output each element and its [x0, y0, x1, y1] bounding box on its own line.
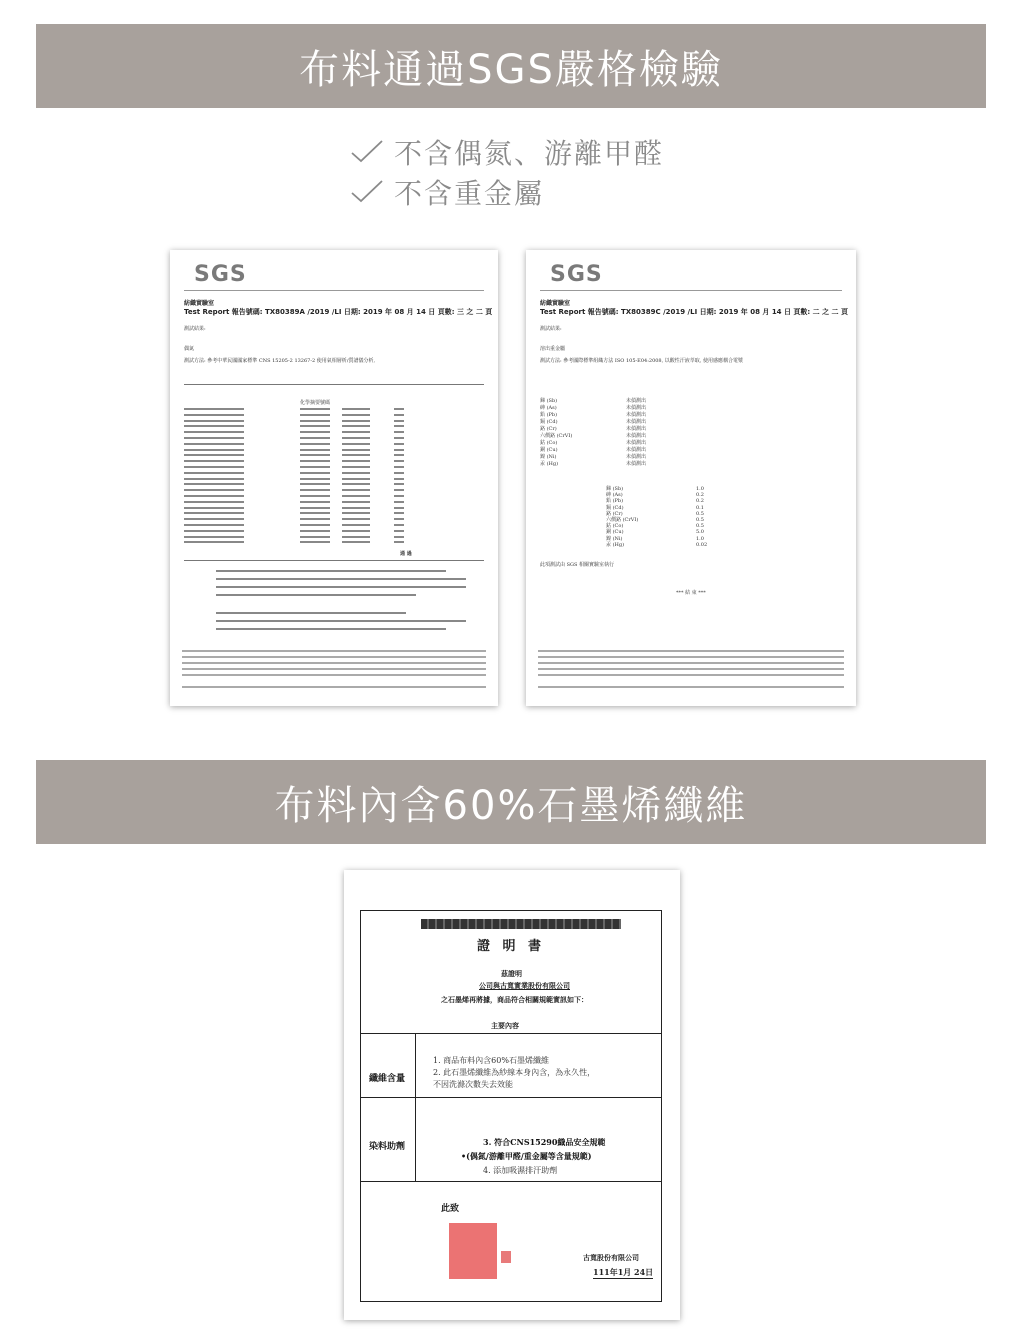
- table-row-text: [394, 495, 404, 497]
- report-header: Test Report 報告號碼: TX80389C /2019 /LI 日期: 2019 年 08 月 14 日 頁數: 二 之 二 頁: [540, 308, 848, 316]
- note-text: [216, 594, 416, 596]
- metal-result: 未偵測出: [626, 447, 647, 453]
- company-name: 古寬股份有限公司: [583, 1253, 639, 1262]
- table-row-text: [184, 512, 244, 514]
- table-row-text: [394, 454, 404, 456]
- table-rule: [184, 560, 484, 561]
- table-row-text: [342, 414, 370, 416]
- table-row-text: [300, 431, 330, 433]
- table-rule: [184, 384, 484, 385]
- statement-text: 之石墨烯再將據，商品符合相關規範實訊如下：: [441, 995, 588, 1004]
- result-label: 測試結果:: [184, 326, 206, 332]
- sgs-report-metal: [526, 250, 856, 706]
- table-row-text: [342, 541, 370, 543]
- table-row-text: [394, 420, 404, 422]
- metal-element: 鎘 (Cd): [540, 419, 558, 425]
- table-row-text: [394, 466, 404, 468]
- table-row-text: [342, 443, 370, 445]
- footer-rule: [538, 674, 844, 676]
- note-text: [216, 628, 446, 630]
- table-row-text: [394, 408, 404, 410]
- table-row-text: [184, 408, 244, 410]
- end-mark: *** 結 束 ***: [676, 590, 706, 596]
- footer-rule: [182, 662, 486, 664]
- metal-result: 未偵測出: [626, 419, 647, 425]
- graphene-certificate: [344, 870, 680, 1320]
- table-row-text: [342, 507, 370, 509]
- table-row-text: [394, 518, 404, 520]
- lab-note: 此項測試由 SGS 相關實驗室執行: [540, 562, 615, 568]
- table-row-text: [184, 541, 244, 543]
- checkmark-icon: [350, 179, 384, 205]
- table-row-text: [300, 425, 330, 427]
- metal-element: 鈷 (Co): [540, 440, 558, 446]
- certificate-frame: [360, 910, 662, 1302]
- table-row-text: [300, 530, 330, 532]
- limit-value: 1.0: [696, 535, 704, 542]
- column-rule: [415, 1097, 416, 1139]
- table-row-text: [184, 478, 244, 480]
- limit-element: 鉛 (Pb): [606, 498, 624, 505]
- table-row-text: [342, 425, 370, 427]
- result-label: 測試結果:: [540, 326, 562, 332]
- metal-result: 未偵測出: [626, 440, 647, 446]
- checkmark-icon: [350, 139, 384, 165]
- table-row-text: [300, 489, 330, 491]
- table-row-text: [300, 443, 330, 445]
- table-row-text: [342, 501, 370, 503]
- table-row-text: [184, 443, 244, 445]
- sgs-banner-text: 布料通過SGS嚴格檢驗: [299, 46, 723, 93]
- logo-divider: [184, 290, 484, 291]
- metal-result: 未偵測出: [626, 426, 647, 432]
- conclusion: 通 過: [400, 551, 412, 557]
- declare-text: 茲證明: [501, 969, 522, 978]
- lab-name: 紡織實驗室: [184, 300, 215, 307]
- redacted-header: [421, 919, 621, 929]
- table-row-text: [342, 460, 370, 462]
- table-row-text: [184, 472, 244, 474]
- limit-element: 汞 (Hg): [606, 541, 625, 548]
- limit-element: 砷 (As): [606, 492, 623, 499]
- metal-result: 未偵測出: [626, 412, 647, 418]
- metal-result: 未偵測出: [626, 405, 647, 411]
- table-row-text: [342, 489, 370, 491]
- company-seal: [449, 1223, 497, 1279]
- table-row-text: [394, 536, 404, 538]
- table-row-text: [394, 472, 404, 474]
- limit-value: 0.5: [696, 510, 704, 517]
- table-row-text: [394, 512, 404, 514]
- table-row-text: [394, 489, 404, 491]
- dye-item: 4. 添加吸濕排汗助劑: [483, 1166, 558, 1175]
- fiber-item: 不因洗滌次數失去效能: [433, 1080, 513, 1089]
- limit-value: 0.5: [696, 517, 704, 523]
- limit-value: 5.0: [696, 529, 704, 536]
- footer-rule: [538, 650, 844, 652]
- row-rule: [361, 1097, 661, 1098]
- limit-value: 0.1: [696, 504, 704, 511]
- personal-seal: [501, 1251, 511, 1263]
- table-row-text: [300, 507, 330, 509]
- table-row-text: [342, 518, 370, 520]
- table-row-text: [342, 431, 370, 433]
- note-text: [216, 620, 466, 622]
- graphene-banner-text: 布料內含60%石墨烯纖維: [274, 782, 748, 829]
- limit-element: 鉻 (Cr): [606, 510, 623, 517]
- table-row-text: [394, 460, 404, 462]
- logo-divider: [540, 290, 842, 291]
- table-row-text: [342, 483, 370, 485]
- method-text: 測試方法: 參考國際標準組織方法 ISO 105-E04:2008, 以酸性汗液萃取, 使用感應耦合電漿: [540, 358, 743, 364]
- table-row-text: [300, 478, 330, 480]
- table-row-text: [184, 425, 244, 427]
- footer-rule: [182, 650, 486, 652]
- table-row-text: [394, 507, 404, 509]
- limit-element: 鈷 (Co): [606, 523, 624, 530]
- company-line: 公司與古寬實業股份有限公司: [479, 981, 570, 990]
- table-row-text: [300, 437, 330, 439]
- table-row-text: [300, 495, 330, 497]
- table-row-text: [184, 483, 244, 485]
- sgs-section-banner: [36, 24, 986, 108]
- table-row-text: [394, 478, 404, 480]
- table-row-text: [342, 466, 370, 468]
- limit-value: 0.5: [696, 523, 704, 530]
- column-head: 化學摘要號碼: [300, 400, 331, 406]
- table-row-text: [184, 501, 244, 503]
- table-row-text: [342, 530, 370, 532]
- table-row-text: [342, 449, 370, 451]
- table-row-text: [394, 425, 404, 427]
- row-rule: [361, 1033, 661, 1034]
- report-header: Test Report 報告號碼: TX80389A /2019 /LI 日期: 2019 年 08 月 14 日 頁數: 三 之 二 頁: [184, 308, 493, 316]
- table-row-text: [394, 530, 404, 532]
- limit-element: 六價鉻 (CrVI): [606, 517, 639, 523]
- table-row-text: [342, 437, 370, 439]
- closing-text: 此致: [441, 1204, 460, 1214]
- main-content-heading: 主要內容: [491, 1021, 519, 1030]
- sgs-logo: SGS: [550, 262, 603, 287]
- table-row-text: [184, 495, 244, 497]
- note-text: [216, 612, 406, 614]
- row-rule: [361, 1181, 661, 1182]
- table-row-text: [300, 466, 330, 468]
- table-row-text: [300, 518, 330, 520]
- table-row-text: [394, 541, 404, 543]
- table-row-text: [300, 460, 330, 462]
- metal-result: 未偵測出: [626, 398, 647, 404]
- table-row-text: [184, 518, 244, 520]
- table-row-text: [184, 524, 244, 526]
- table-row-text: [342, 408, 370, 410]
- graphene-section-banner: [36, 760, 986, 844]
- metal-element: 六價鉻 (CrVI): [540, 433, 573, 439]
- footer-rule: [538, 686, 844, 688]
- table-row-text: [342, 472, 370, 474]
- table-row-text: [394, 414, 404, 416]
- table-row-text: [184, 449, 244, 451]
- check-text: 不含偶氮、游離甲醛: [394, 137, 665, 170]
- table-row-text: [300, 536, 330, 538]
- row-label-fiber: 纖維含量: [369, 1074, 406, 1084]
- note-text: [216, 570, 446, 572]
- certificate-title: 證 明 書: [476, 939, 546, 954]
- table-row-text: [184, 414, 244, 416]
- table-row-text: [184, 489, 244, 491]
- issue-date: 111年1月 24日: [593, 1267, 654, 1277]
- metal-result: 未偵測出: [626, 433, 647, 439]
- table-row-text: [300, 512, 330, 514]
- table-row-text: [184, 431, 244, 433]
- metal-element: 銅 (Cu): [540, 447, 558, 453]
- table-row-text: [184, 466, 244, 468]
- section-title: 偶氮: [184, 346, 195, 352]
- table-row-text: [184, 437, 244, 439]
- limit-element: 銻 (Sb): [606, 486, 624, 492]
- footer-rule: [538, 668, 844, 670]
- table-row-text: [300, 501, 330, 503]
- table-row-text: [300, 414, 330, 416]
- dye-item: 3. 符合CNS15290織品安全規範: [483, 1137, 606, 1147]
- table-row-text: [394, 449, 404, 451]
- limit-value: 0.2: [696, 492, 704, 499]
- table-row-text: [184, 530, 244, 532]
- fiber-item: 2. 此石墨烯纖維為紗線本身內含，為永久性，: [433, 1068, 596, 1077]
- check-item-metal: [350, 172, 664, 212]
- section-title: 溶出重金屬: [540, 346, 566, 352]
- table-row-text: [342, 536, 370, 538]
- table-row-text: [342, 478, 370, 480]
- dye-item: •(偶氮/游離甲醛/重金屬等含量規範): [461, 1151, 592, 1161]
- table-row-text: [342, 495, 370, 497]
- row-label-dye: 染料助劑: [369, 1142, 406, 1152]
- metal-element: 砷 (As): [540, 405, 557, 411]
- table-row-text: [300, 541, 330, 543]
- limit-value: 0.02: [696, 541, 708, 548]
- table-row-text: [394, 524, 404, 526]
- limit-element: 銅 (Cu): [606, 529, 624, 536]
- limit-element: 鎘 (Cd): [606, 504, 624, 511]
- table-row-text: [394, 501, 404, 503]
- limit-value: 1.0: [696, 486, 704, 492]
- table-row-text: [394, 443, 404, 445]
- metal-element: 鉛 (Pb): [540, 412, 558, 418]
- note-text: [216, 586, 466, 588]
- table-row-text: [184, 507, 244, 509]
- table-row-text: [184, 454, 244, 456]
- table-row-text: [184, 460, 244, 462]
- table-row-text: [394, 437, 404, 439]
- column-rule: [415, 1139, 416, 1181]
- check-list: [350, 132, 664, 212]
- footer-rule: [538, 656, 844, 658]
- check-item-azo: [350, 132, 664, 172]
- table-row-text: [300, 454, 330, 456]
- table-row-text: [342, 524, 370, 526]
- table-row-text: [300, 449, 330, 451]
- footer-rule: [182, 674, 486, 676]
- metal-element: 銻 (Sb): [540, 398, 558, 404]
- limit-value: 0.2: [696, 498, 704, 505]
- table-row-text: [300, 420, 330, 422]
- metal-result: 未偵測出: [626, 461, 647, 467]
- table-row-text: [300, 472, 330, 474]
- table-row-text: [300, 408, 330, 410]
- lab-name: 紡織實驗室: [540, 300, 571, 307]
- metal-element: 汞 (Hg): [540, 461, 559, 467]
- limit-element: 鎳 (Ni): [606, 535, 623, 542]
- metal-element: 鎳 (Ni): [540, 454, 557, 460]
- table-row-text: [342, 454, 370, 456]
- sgs-logo: SGS: [194, 262, 247, 287]
- fiber-item: 1. 商品布料內含60%石墨烯纖維: [433, 1056, 549, 1065]
- footer-rule: [182, 656, 486, 658]
- table-row-text: [300, 524, 330, 526]
- metal-element: 鉻 (Cr): [540, 426, 557, 432]
- table-row-text: [342, 420, 370, 422]
- method-text: 測試方法: 參考中華民國國家標準 CNS 15205-2 13267-2 使用氣相層析/質譜儀分析,: [184, 358, 376, 364]
- table-row-text: [394, 483, 404, 485]
- table-row-text: [300, 483, 330, 485]
- footer-rule: [182, 686, 486, 688]
- note-text: [216, 578, 466, 580]
- table-row-text: [342, 512, 370, 514]
- footer-rule: [538, 662, 844, 664]
- table-row-text: [184, 536, 244, 538]
- metal-result: 未偵測出: [626, 454, 647, 460]
- table-row-text: [394, 431, 404, 433]
- check-text: 不含重金屬: [394, 177, 545, 210]
- sgs-report-azo: [170, 250, 498, 706]
- footer-rule: [182, 668, 486, 670]
- table-row-text: [184, 420, 244, 422]
